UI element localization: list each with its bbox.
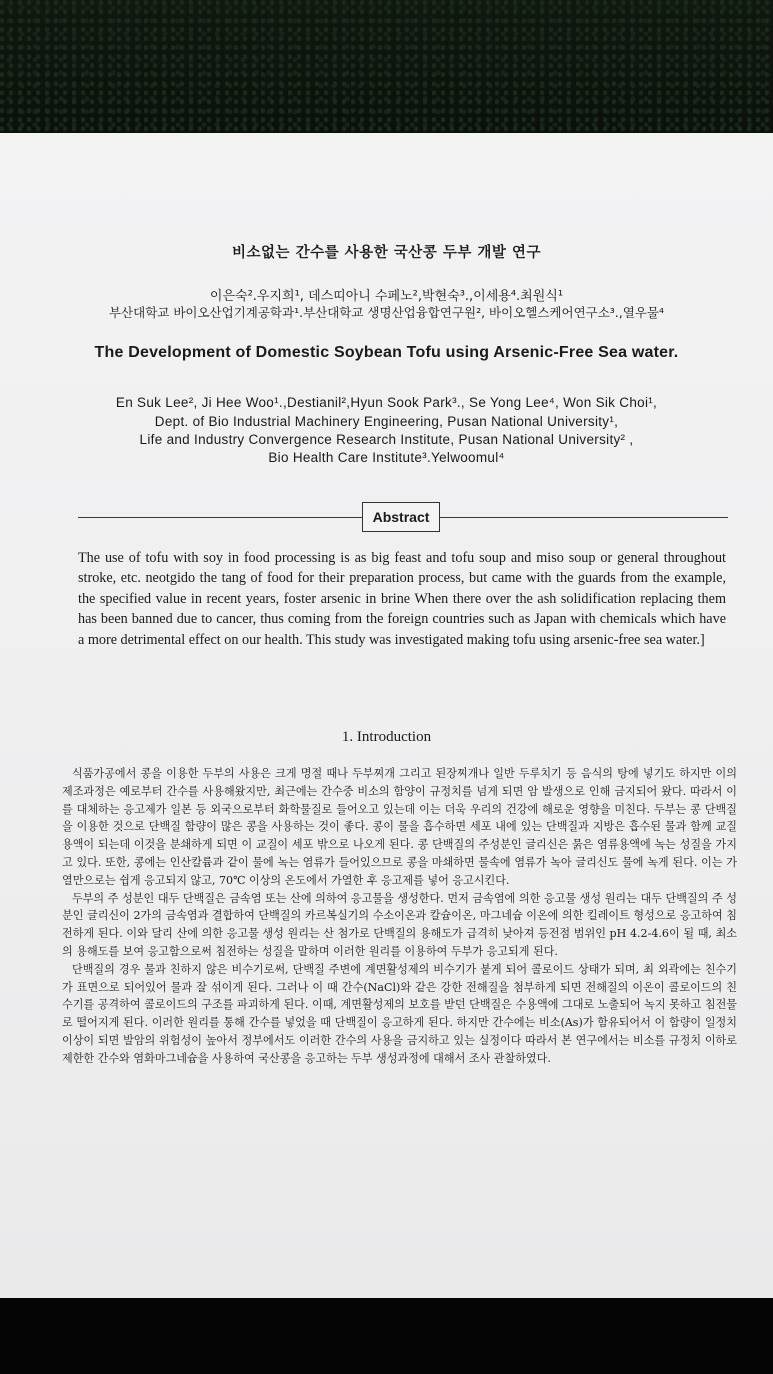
abstract-divider-left: [78, 517, 362, 518]
korean-authors: 이은숙².우지희¹, 데스띠아니 수페노²,박현숙³.,이세용⁴.최원식¹: [209, 289, 564, 304]
english-affiliation-line-3: Life and Industry Convergence Research Institute, Pusan National University² ,: [139, 432, 634, 447]
korean-affiliations: 부산대학교 바이오산업기계공학과¹.부산대학교 생명산업융합연구원², 바이오헬스케어연구소³.,열우물⁴: [108, 305, 664, 320]
english-authors-line-1: En Suk Lee², Ji Hee Woo¹.,Destianil²,Hyun Sook Park³., Se Yong Lee⁴, Won Sik Choi¹,: [115, 395, 658, 410]
english-affiliation-line-2: Dept. of Bio Industrial Machinery Engineering, Pusan National University¹,: [154, 414, 619, 429]
paper-page: [0, 133, 773, 1298]
english-affiliation-line-4: Bio Health Care Institute³.Yelwoomul⁴: [268, 450, 505, 465]
background-carpet: [0, 0, 773, 135]
intro-paragraph: 식품가공에서 콩을 이용한 두부의 사용은 크게 명절 때나 두부찌개 그리고 된장찌개나 일반 두루치기 등 음식의 탕에 넣기도 하지만 이의 제조과정은 예로부터 간수를 사용해왔지만, 최근에는 간수중 비소의 함양이 규정치를 넘게 되면 암 발생으로 인해 금지되어 왔다. 따라서 이를 대체하는 응고제가 일본 등 외국으로부터 화학물질로 들어오고 있는데 이는 더욱 우리의 건강에 해로운 영향을 미친다. 두부는 콩 단백질을 이용한 것으로 단백질 함량이 많은 콩을 사용하는 것이 좋다. 콩이 물을 흡수하면 세포 내에 있는 단백질과 지방은 흡수된 물과 함께 교질용액이 되는데 이것을 분쇄하게 되면 이 교질이 세포 밖으로 나오게 된다. 콩 단백질의 주성분인 글리신은 묽은 염류용액에 녹는 성질을 가지고 있다. 또한, 콩에는 인산칼륨과 같이 물에 녹는 염류가 들어있으므로 콩을 마쇄하면 물속에 염류가 녹아 글리신도 물에 녹게 된다. 이는 가열만으로는 쉽게 응고되지 않고, 70℃ 이상의 온도에서 가열한 후 응고제를 넣어 응고시킨다.: [62, 767, 737, 887]
intro-paragraph: 단백질의 경우 물과 친하지 않은 비수기로써, 단백질 주변에 계면활성제의 비수기가 붙게 되어 콜로이드 상태가 되며, 최 외곽에는 친수기가 표면으로 되어있어 물과 잘 섞이게 된다. 그러나 이 때 간수(NaCl)와 같은 강한 전해질을 첨부하게 되면 전해질의 이온이 콜로이드의 친수기를 공격하여 콜로이드의 구조를 파괴하게 된다. 이때, 계면활성제의 보호를 받던 단백질은 수용액에 그대로 노출되어 녹지 못하고 침전물로 떨어지게 된다. 이러한 원리를 통해 간수를 넣었을 때 단백질이 응고하게 된다. 하지만 간수에는 비소(As)가 함유되어서 이 함량이 일정치 이상이 되면 발암의 위험성이 높아서 정부에서도 이러한 간수의 사용을 금지하고 있는 실정이다 따라서 본 연구에서는 비소를 규정치 이하로 제한한 간수와 염화마그네슘을 사용하여 국산콩을 응고하는 두부 생성과정에 대해서 조사 관찰하였다.: [62, 962, 737, 1065]
introduction-heading: 1. Introduction: [341, 729, 432, 745]
introduction-body: [62, 765, 737, 1068]
english-title: The Development of Domestic Soybean Tofu using Arsenic-Free Sea water.: [94, 344, 679, 361]
abstract-text: The use of tofu with soy in food processing is as big feast and tofu soup and miso soup or general throughout stroke, etc. neotgido the tang of food for their preparation process, but came with the guards from the example, the specified value in recent years, foster arsenic in brine When there over the ash solidification replacing them has been banned due to cancer, thus coming from the foreign countries such as Japan with chemicals which have a more detrimental effect on our health. This study was investigated making tofu using arsenic-free sea water.]: [78, 550, 726, 648]
abstract-divider-right: [440, 517, 728, 518]
intro-paragraph: 두부의 주 성분인 대두 단백질은 금속염 또는 산에 의하여 응고물을 생성한다. 먼저 금속염에 의한 응고물 생성 원리는 대두 단백질의 주 성분인 글리신이 2가의 금속염과 결합하여 단백질의 카르복실기의 수소이온과 칼슘이온, 마그네슘 이온에 의한 킬레이트 형성으로 응고하여 침전하게 된다. 이와 달리 산에 의한 응고물 생성 원리는 산 첨가로 단백질의 용해도가 급격히 낮아져 등전점 범위인 pH 4.2-4.6이 될 때, 최소의 용해도를 보여 응고함으로써 침전하는 성질을 말하며 이러한 원리를 이용하여 두부가 응고되게 된다.: [62, 891, 737, 958]
background-floor: [0, 1298, 773, 1374]
korean-title: 비소없는 간수를 사용한 국산콩 두부 개발 연구: [232, 245, 541, 261]
abstract-heading: Abstract: [362, 502, 440, 532]
